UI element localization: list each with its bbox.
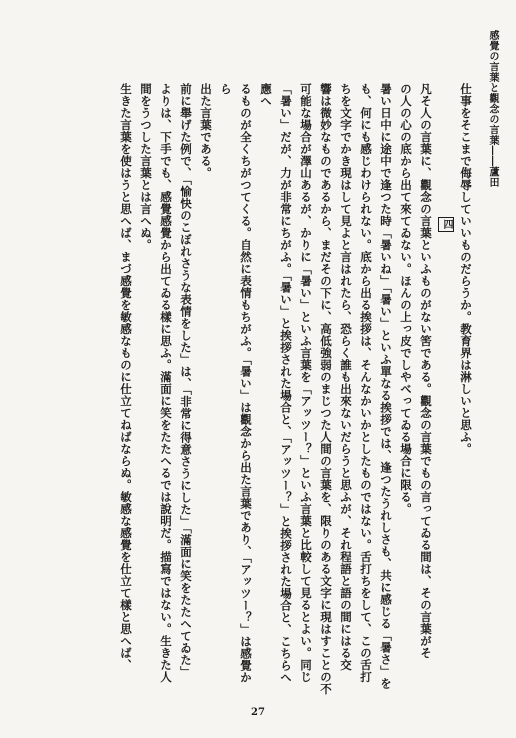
text-line: 仕事をそこまで侮辱していいものだらうか。教育界は淋しいと思ふ。	[459, 83, 473, 455]
text-line: も、何にも感じわけられない。底から出る挨拶は、そんなかいかとしたものではない。舌打ちをして、この舌打	[359, 83, 373, 683]
text-line: 生きた言葉を使はうと思へば、まづ感覺を敏感なものに仕立てねばならぬ。敏感な感覺を仕立て樣と思へば、	[119, 83, 133, 671]
text-line: 響は微妙なものであるから、まだその下に、高低強弱のまじつた人間の言葉を、限りのある文字に現はすことの不	[319, 83, 333, 695]
page-number: 27	[251, 707, 265, 718]
text-line: 凡そ人の言葉に、觀念の言葉といふものがない筈である。觀念の言葉でもの言ってゐる間は、その言葉がそ	[419, 83, 433, 659]
text-line: 出た言葉である。	[199, 83, 213, 179]
text-line: の人の心の底から出て來てゐない。ほんの上っ皮でしやべってゐる場合に限る。	[399, 83, 413, 515]
text-line: 間をうつした言葉とは言へぬ。	[139, 83, 153, 251]
text-line: 「暑い」だが、力が非常にちがふ。「暑い」と挨拶された場合と、「アッツー？」と挨拶された場合と、こちらへ應へ	[259, 83, 293, 684]
text-line: よりは、下手でも、感覺感覺から出てゐる樣に思ふ。滿面に笑をたたへるでは說明だ。描寫ではない。生きた人	[159, 83, 173, 683]
section-number-label: 四	[438, 217, 454, 232]
running-header: 感覺の言葉と觀念の言葉――蘆田	[487, 30, 498, 188]
text-line: るものが全くちがつてくる。自然に表情もちがふ。「暑い」は觀念から出た言葉であり、「アッツー？」は感覺から	[219, 83, 253, 684]
text-line: ちを文字でかき現はして見よと言はれたら、恐らく誰も出來ないだらうと思ふが、それ程語と語の間にはる交	[339, 83, 353, 671]
text-line: 暑い日中に途中で逢つた時「暑いね」「暑い」といふ單なる挨拶では、逢つたうれしさも、共に感じる「暑さ」を	[379, 83, 393, 690]
text-line: 可能な場合が澤山あるが、かりに「暑い」といふ言葉を「アッツー？」といふ言葉と比較して見るとよい。同じ	[299, 83, 313, 683]
text-line: 前に舉げた例で、「愉快のこぼれさうな表情をした」は、「非常に得意さうにした」「滿面に笑をたたへてゐた」	[179, 83, 193, 678]
section-number	[436, 87, 456, 691]
body-text	[36, 83, 476, 695]
